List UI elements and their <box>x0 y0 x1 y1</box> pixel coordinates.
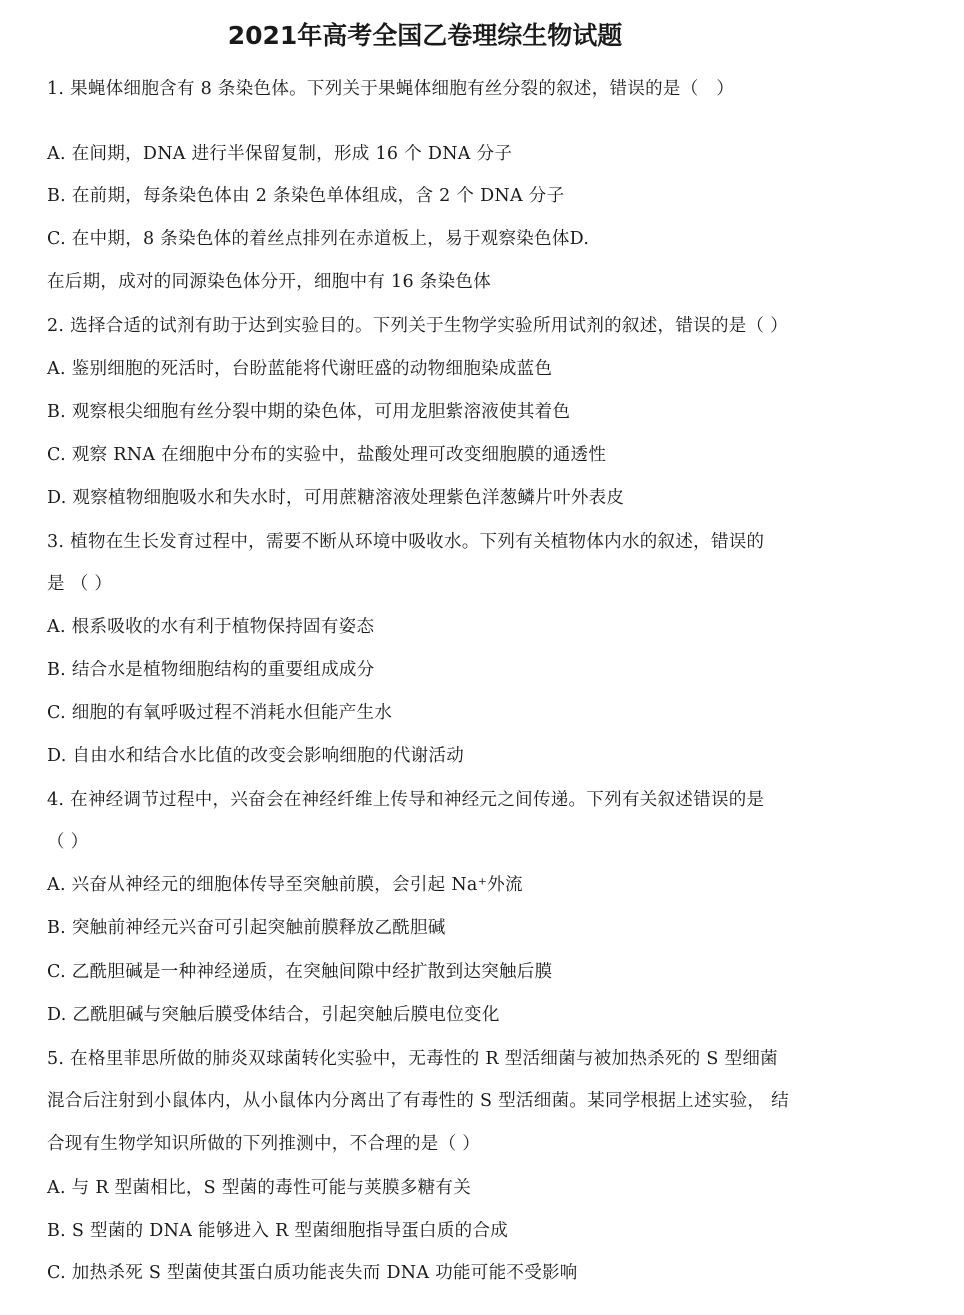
question-2-option-d: D. 观察植物细胞吸水和失水时，可用蔗糖溶液处理紫色洋葱鳞片叶外表皮 <box>47 488 625 508</box>
question-4-option-a: A. 兴奋从神经元的细胞体传导至突触前膜，会引起 Na⁺外流 <box>47 875 523 895</box>
question-2-option-a: A. 鉴别细胞的死活时，台盼蓝能将代谢旺盛的动物细胞染成蓝色 <box>47 359 553 379</box>
question-2-stem: 2. 选择合适的试剂有助于达到实验目的。下列关于生物学实验所用试剂的叙述，错误的是（ ） <box>47 316 789 336</box>
question-4-stem: 4. 在神经调节过程中，兴奋会在神经纤维上传导和神经元之间传递。下列有关叙述错误的是 <box>47 790 765 810</box>
question-1-option-d: 在后期，成对的同源染色体分开，细胞中有 16 条染色体 <box>47 272 491 292</box>
question-2-option-b: B. 观察根尖细胞有丝分裂中期的染色体，可用龙胆紫溶液使其着色 <box>47 402 571 422</box>
question-1-option-b: B. 在前期，每条染色体由 2 条染色单体组成，含 2 个 DNA 分子 <box>47 186 565 206</box>
question-5-option-a: A. 与 R 型菌相比，S 型菌的毒性可能与荚膜多糖有关 <box>47 1178 472 1198</box>
question-5-stem-continued: 合现有生物学知识所做的下列推测中，不合理的是（ ） <box>47 1134 481 1154</box>
question-3-option-d: D. 自由水和结合水比值的改变会影响细胞的代谢活动 <box>47 746 465 766</box>
question-5-option-c: C. 加热杀死 S 型菌使其蛋白质功能丧失而 DNA 功能可能不受影响 <box>47 1263 578 1283</box>
question-4-option-b: B. 突触前神经元兴奋可引起突触前膜释放乙酰胆碱 <box>47 918 446 938</box>
question-3-stem-continued: 是 （ ） <box>47 574 113 594</box>
question-2-option-c: C. 观察 RNA 在细胞中分布的实验中，盐酸处理可改变细胞膜的通透性 <box>47 445 607 465</box>
question-3-option-a: A. 根系吸收的水有利于植物保持固有姿态 <box>47 617 375 637</box>
page-title: 2021年高考全国乙卷理综生物试题 <box>227 21 623 50</box>
question-1-option-a: A. 在间期，DNA 进行半保留复制，形成 16 个 DNA 分子 <box>47 144 513 164</box>
question-4-option-d: D. 乙酰胆碱与突触后膜受体结合，引起突触后膜电位变化 <box>47 1005 500 1025</box>
question-5-option-b: B. S 型菌的 DNA 能够进入 R 型菌细胞指导蛋白质的合成 <box>47 1221 509 1241</box>
question-1-option-c: C. 在中期，8 条染色体的着丝点排列在赤道板上，易于观察染色体D. <box>47 229 590 249</box>
question-4-stem-continued: （ ） <box>47 832 89 852</box>
question-5-stem-continued: 混合后注射到小鼠体内，从小鼠体内分离出了有毒性的 S 型活细菌。某同学根据上述实验， 结 <box>47 1091 789 1111</box>
question-3-stem: 3. 植物在生长发育过程中，需要不断从环境中吸收水。下列有关植物体内水的叙述，错误的 <box>47 532 765 552</box>
question-5-stem: 5. 在格里菲思所做的肺炎双球菌转化实验中，无毒性的 R 型活细菌与被加热杀死的 S 型细菌 <box>47 1049 778 1069</box>
question-3-option-c: C. 细胞的有氧呼吸过程不消耗水但能产生水 <box>47 703 393 723</box>
question-1-stem: 1. 果蝇体细胞含有 8 条染色体。下列关于果蝇体细胞有丝分裂的叙述，错误的是（ ） <box>47 79 735 99</box>
question-3-option-b: B. 结合水是植物细胞结构的重要组成成分 <box>47 660 375 680</box>
question-4-option-c: C. 乙酰胆碱是一种神经递质，在突触间隙中经扩散到达突触后膜 <box>47 962 553 982</box>
